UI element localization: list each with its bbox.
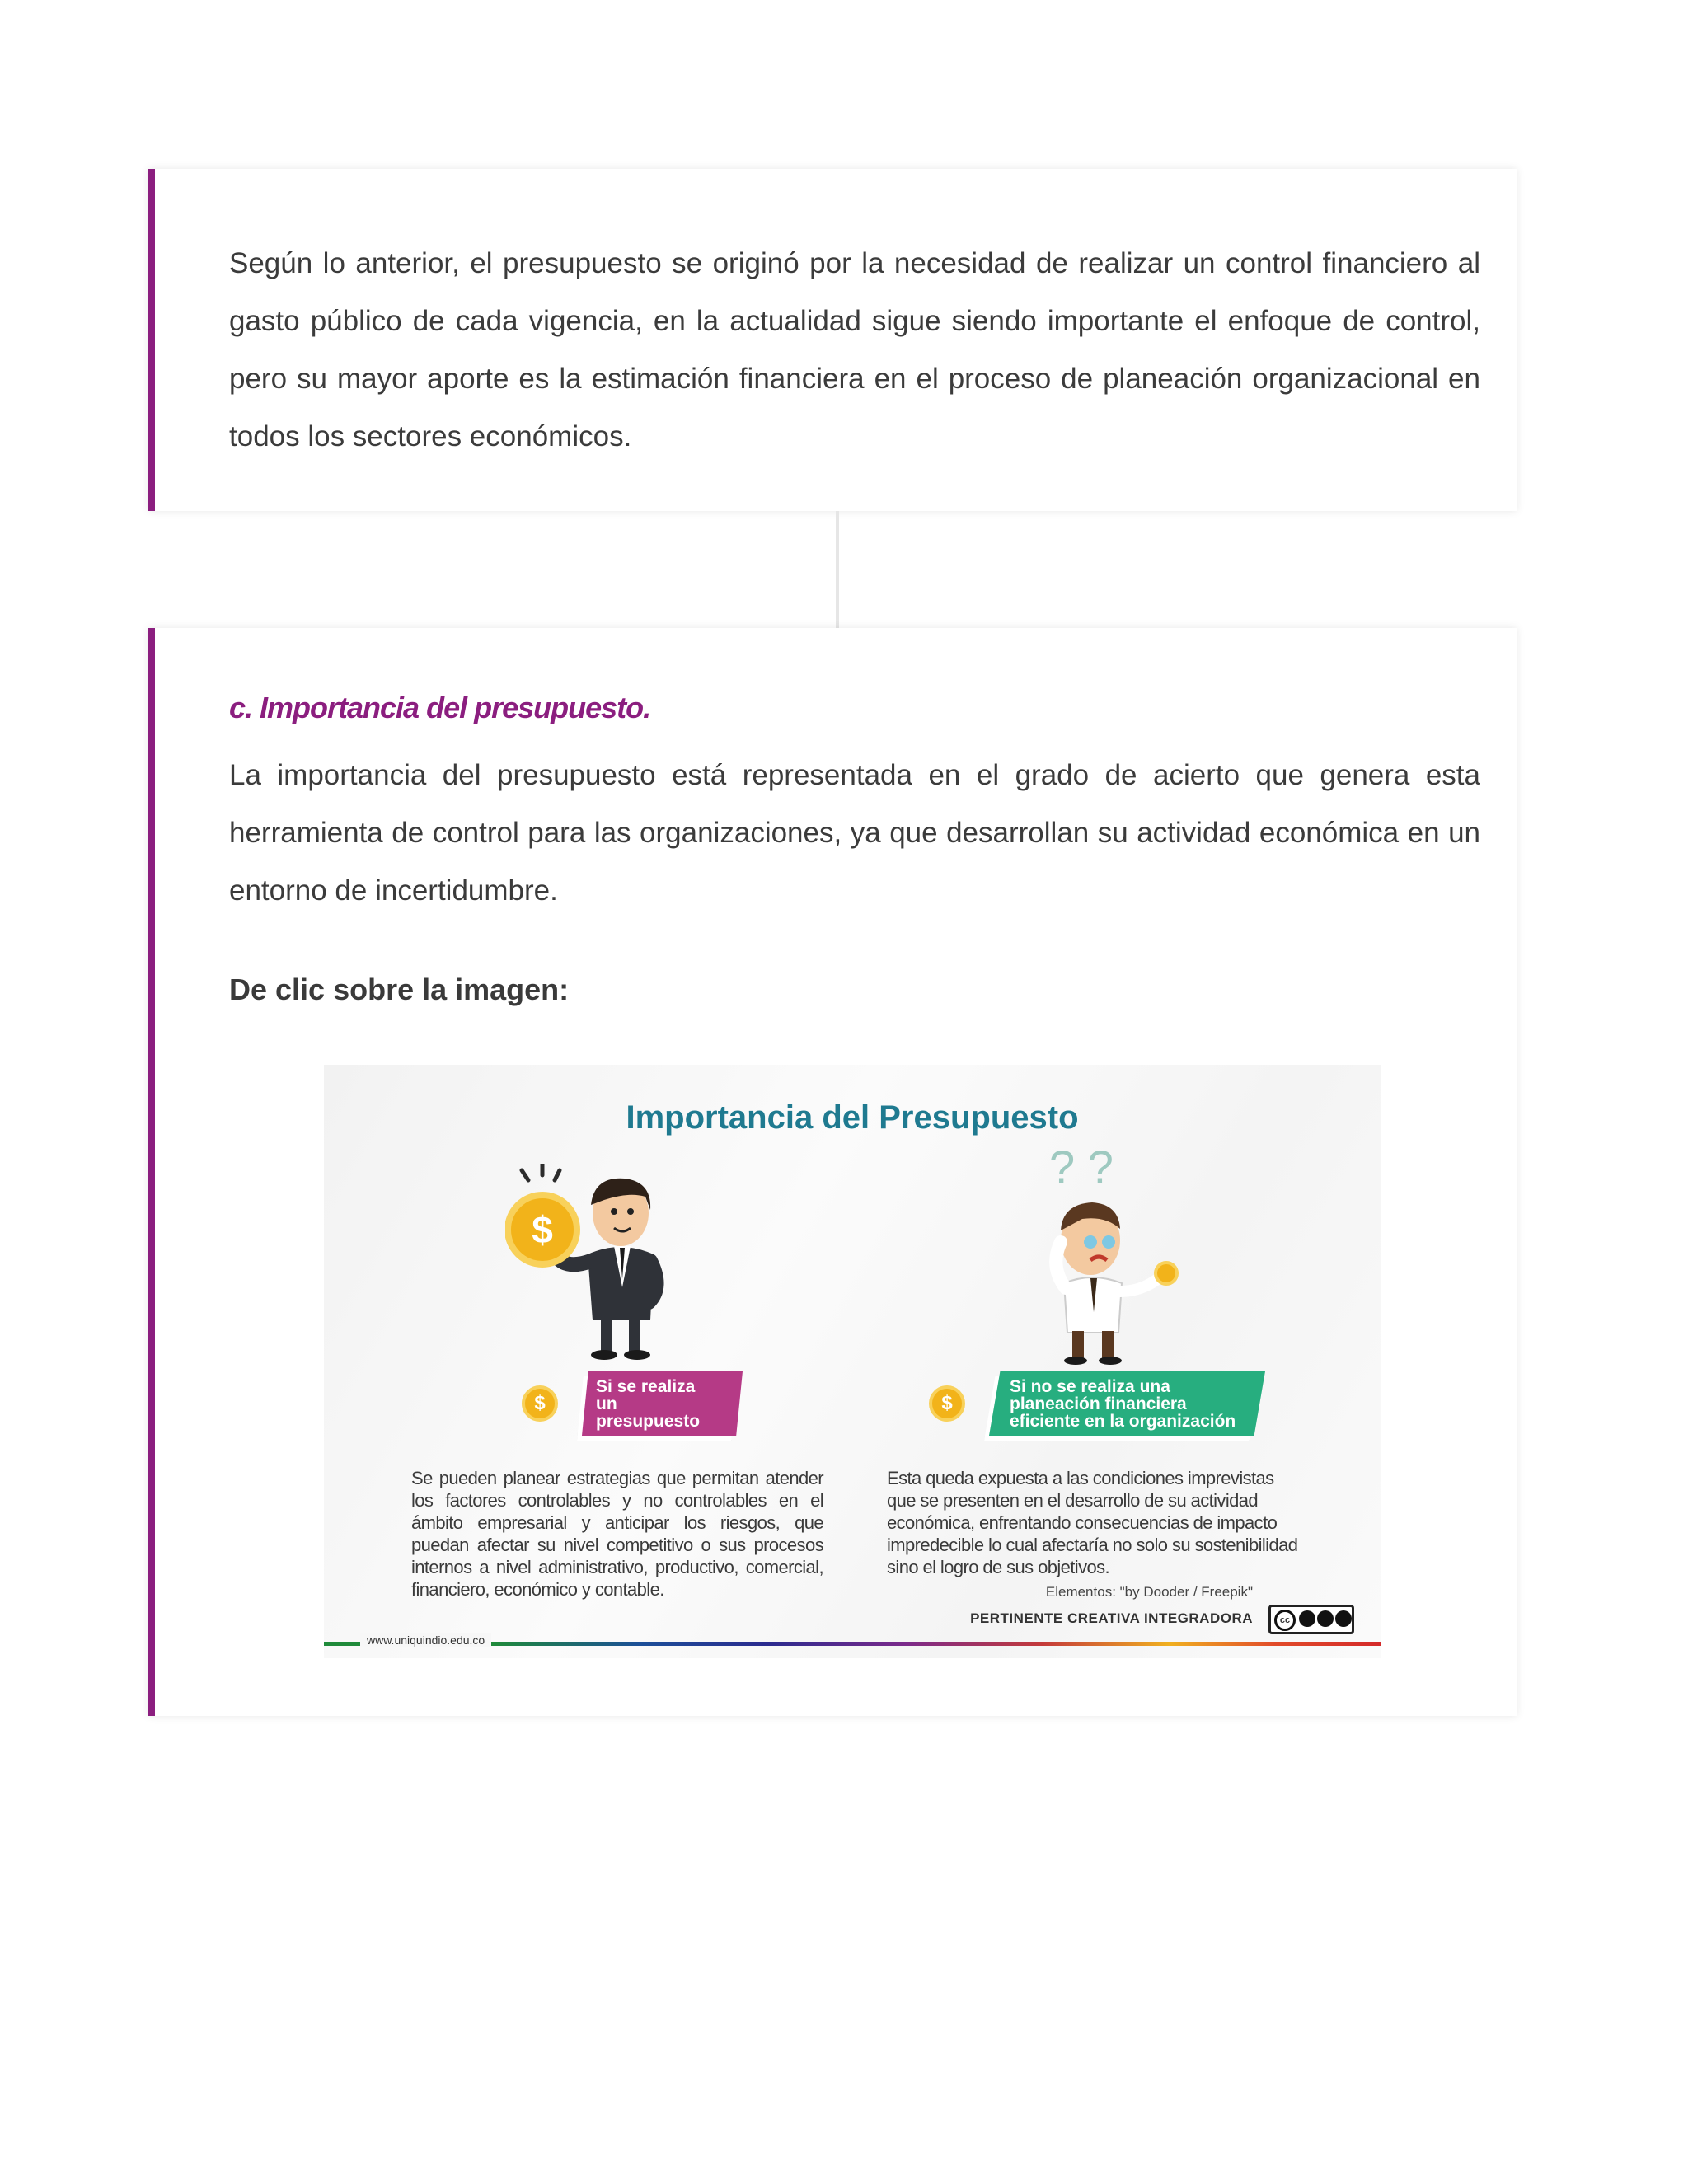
no-planning-description: Esta queda expuesta a las condiciones imprevistas que se presenten en el desarrollo de su actividad económica, enfrentando consecuencias de impacto impredecible lo cual afectaría no solo su sostenibilidad sino el logro de sus objetivos. (887, 1468, 1298, 1577)
click-instruction: De clic sobre la imagen: (229, 972, 570, 1006)
text-card (148, 169, 1517, 511)
coin-dollar-symbol: $ (532, 1208, 553, 1251)
coin-icon: $ (929, 1385, 965, 1422)
section-heading: c. Importancia del presupuesto. (229, 691, 651, 724)
body-paragraph: Según lo anterior, el presupuesto se originó por la necesidad de realizar un control financiero al gasto público de cada vigencia, en la actualidad sigue siendo importante el enfoque de control, pero su mayor aporte es la estimación financiera en el proceso de planeación organizacional en todos los sectores económicos. (229, 247, 1480, 452)
university-tagline: PERTINENTE CREATIVA INTEGRADORA (970, 1610, 1253, 1626)
budget-done-description: Se pueden planear estrategias que permitan atender los factores controlables y no controlables en el ámbito empresarial y anticipar los riesgos, que puedan afectar su nivel competitivo o sus procesos internos a nivel administrativo, productivo, comercial, financiero, económico y contable. (411, 1468, 823, 1600)
businessman-with-coin-illustration (505, 1164, 670, 1361)
creative-commons-license-icon: cc (1268, 1605, 1354, 1634)
university-url: www.uniquindio.edu.co (360, 1633, 491, 1647)
coin-icon: $ (522, 1385, 558, 1422)
body-paragraph: La importancia del presupuesto está representada en el grado de acierto que genera esta herramienta de control para las organizaciones, ya que desarrollan su actividad económica en un entorno de incertidumbre. (229, 759, 1480, 907)
worried-man-illustration (1033, 1143, 1189, 1366)
illustration-credit: Elementos: "by Dooder / Freepik" (1045, 1584, 1253, 1600)
budget-done-banner (504, 1371, 743, 1436)
infographic-title: Importancia del Presupuesto (626, 1099, 1079, 1136)
no-planning-banner (911, 1371, 1265, 1436)
banner-label: Si no se realiza una planeación financiera eficiente en la organización (1010, 1376, 1236, 1431)
importance-infographic[interactable] (324, 1065, 1381, 1658)
question-marks: ? ? (1049, 1143, 1114, 1193)
importance-card (148, 628, 1517, 1716)
banner-label: Si se realiza un presupuesto (596, 1376, 701, 1431)
card-connector-line (836, 511, 839, 628)
